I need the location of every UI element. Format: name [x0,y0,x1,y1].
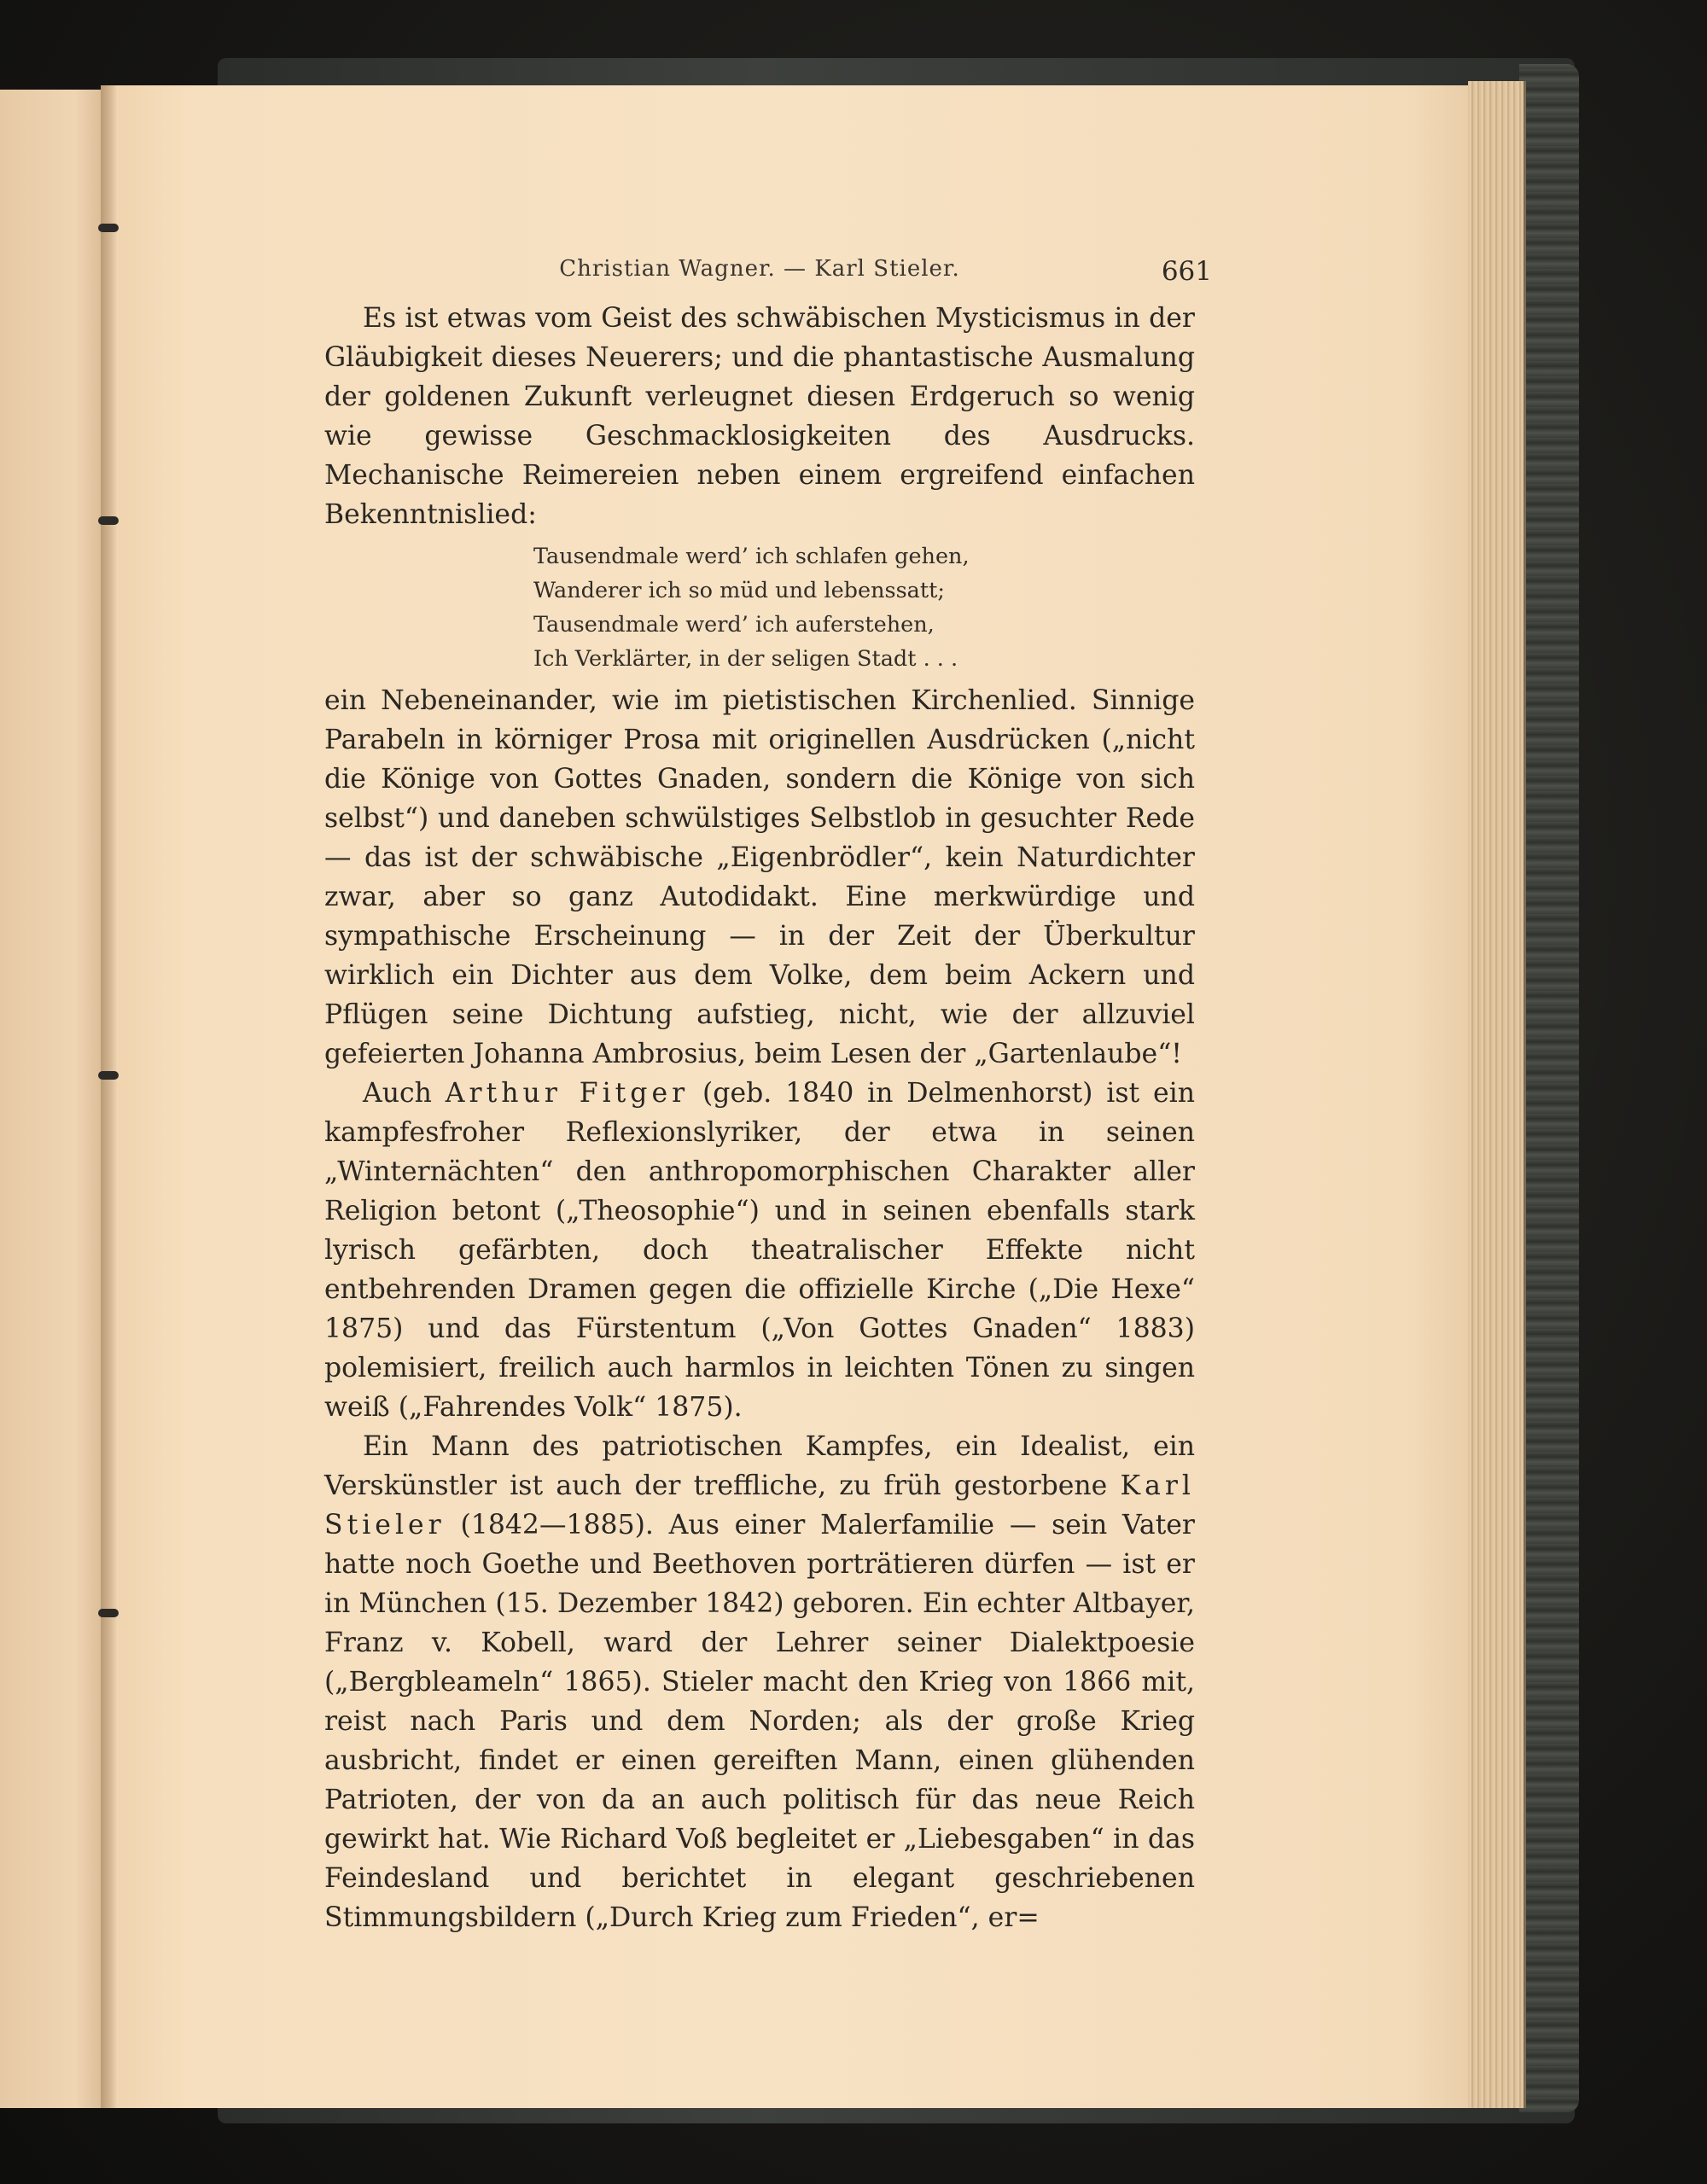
binding-stitch [98,1609,119,1617]
book-gutter [101,85,118,2108]
paragraph-text: (geb. 1840 in Delmenhorst) ist ein kampfesfroher Reflexionslyriker, der etwa in seinen „Winternächten“ den anthropomorphischen Charakter aller Religion betont („Theosophie“) und in seinen ebenfalls stark lyrisch gefärbten, doch theatralischer Effekte nicht entbehrenden Dramen gegen die offizielle Kirche („Die Hexe“ 1875) und das Fürstentum („Von Gottes Gnaden“ 1883) polemisiert, freilich auch harmlos in leichten Tönen zu singen weiß („Fahrendes Volk“ 1875). [324,1078,1195,1423]
author-name: Arthur Fitger [445,1078,690,1109]
page-number: 661 [1161,256,1212,287]
binding-stitch [98,516,119,525]
verse-line: Wanderer ich so müd und lebenssatt; [533,578,945,603]
page-content [324,256,1212,1937]
paragraph-text: (1842—1885). Aus einer Malerfamilie — sein Vater hatte noch Goethe und Beethoven porträtieren dürfen — ist er in München (15. Dezember 1842) geboren. Ein echter Altbayer, Franz v. Kobell, ward der Lehrer seiner Dialektpoesie („Bergbleameln“ 1865). Stieler macht den Krieg von 1866 mit, reist nach Paris und dem Norden; als der große Krieg ausbricht, findet er einen gereiften Mann, einen glühenden Patrioten, der von da an auch politisch für das neue Reich gewirkt hat. Wie Richard Voß begleitet er „Liebesgaben“ in das Feindesland und berichtet in elegant geschriebenen Stimmungsbildern („Durch Krieg zum Frieden“, er= [324,1510,1195,1933]
verse-line: Ich Verklärter, in der seligen Stadt . . . [533,646,958,672]
paragraph: ein Nebeneinander, wie im pietistischen Kirchenlied. Sinnige Parabeln in körniger Prosa mit originellen Ausdrücken („nicht die Könige von Gottes Gnaden, sondern die Könige von sich selbst“) und daneben schwülstiges Selbstlob in gesuchter Rede — das ist der schwäbische „Eigenbrödler“, kein Naturdichter zwar, aber so ganz Autodidakt. Eine merkwürdige und sympathische Erscheinung — in der Zeit der Überkultur wirklich ein Dichter aus dem Volke, dem beim Ackern und Pflügen seine Dichtung aufstieg, nicht, wie der allzuviel gefeierten Johanna Ambrosius, beim Lesen der „Gartenlaube“! [324,685,1195,1069]
page-stack-edge [1468,81,1526,2108]
binding-stitch [98,1071,119,1080]
left-page-edge [0,90,107,2108]
author-name: Karl Stieler [324,1471,1195,1540]
binding-stitch [98,224,119,232]
paragraph [324,1074,1195,1427]
paragraph: Es ist etwas vom Geist des schwäbischen Mysticismus in der Gläubigkeit dieses Neuerers; und die phantastische Ausmalung der goldenen Zukunft verleugnet diesen Erdgeruch so wenig wie gewisse Geschmacklosigkeiten des Ausdrucks. Mechanische Reimereien neben einem ergreifend einfachen Bekenntnislied: [324,303,1195,530]
verse-line: Tausendmale werd’ ich schlafen gehen, [533,544,970,569]
cover-edge [1519,64,1579,2112]
verse-block [533,539,1195,676]
running-head [324,256,1212,299]
running-title: Christian Wagner. — Karl Stieler. [559,256,960,282]
paragraph-lead: Ein Mann des patriotischen Kampfes, ein Idealist, ein Verskünstler ist auch der treffliche, zu früh gestorbene [324,1431,1195,1501]
verse-line: Tausendmale werd’ ich auferstehen, [533,612,935,638]
paragraph-lead: Auch [363,1078,432,1109]
paragraph [324,1427,1195,1937]
